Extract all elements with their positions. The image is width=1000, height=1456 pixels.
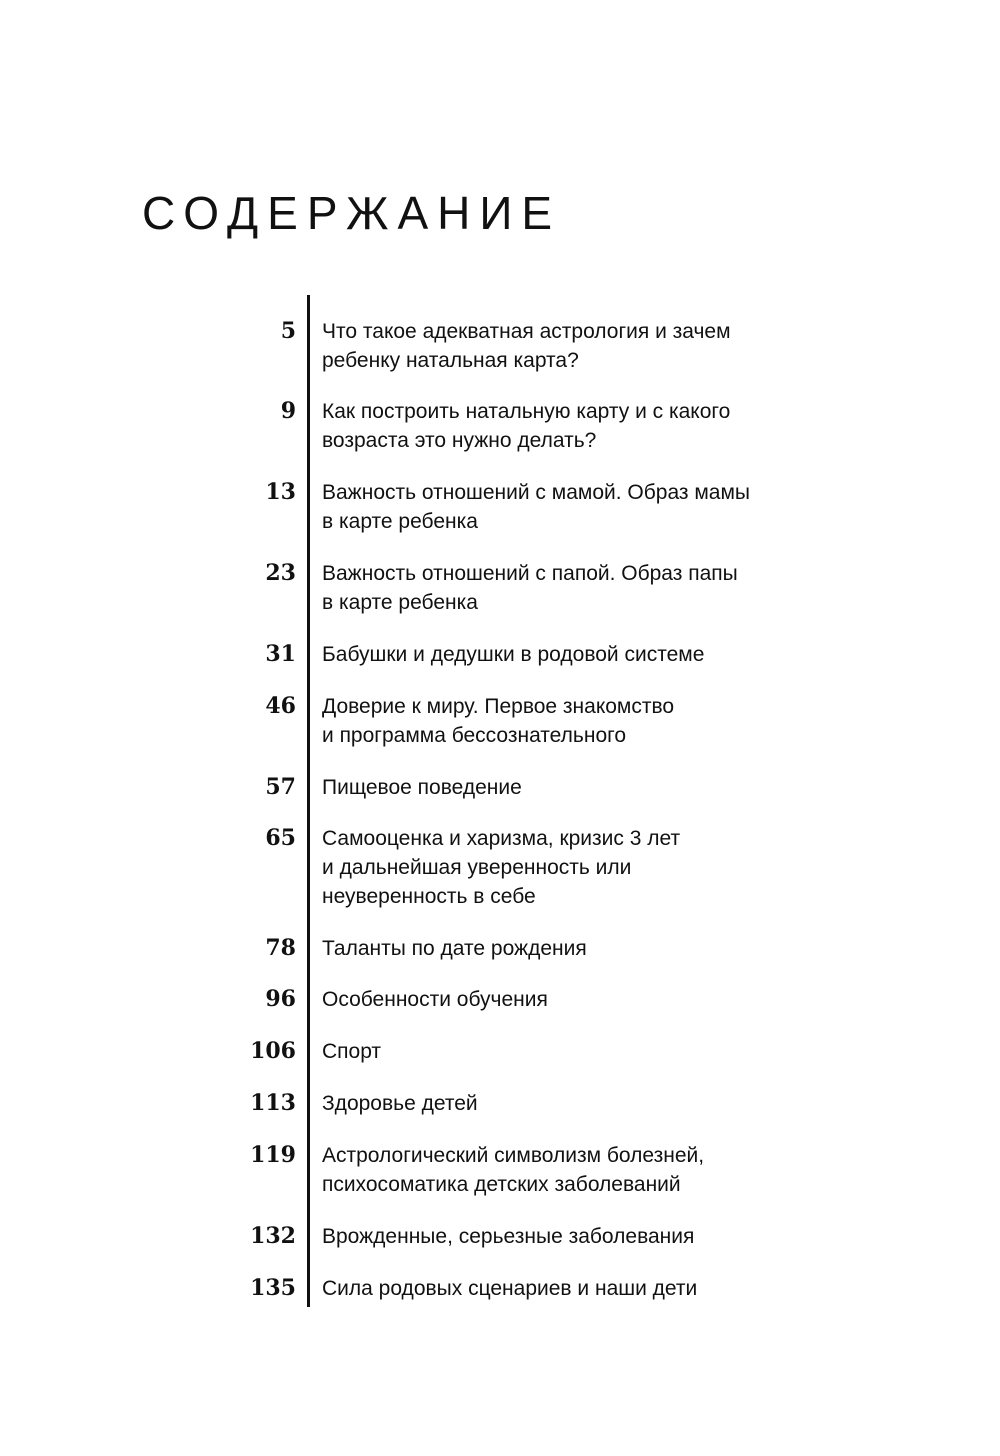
page-number: 119 xyxy=(250,1142,296,1168)
page-number: 57 xyxy=(265,774,296,800)
entry-title-line: Спорт xyxy=(322,1040,382,1063)
page-number: 132 xyxy=(250,1223,296,1249)
entry-title xyxy=(322,985,842,1014)
page-number: 113 xyxy=(250,1090,296,1116)
entry-title-line: в карте ребенка xyxy=(322,510,478,533)
entry-title-line: Бабушки и дедушки в родовой системе xyxy=(322,643,705,666)
entry-title-line: в карте ребенка xyxy=(322,591,478,614)
page-number: 96 xyxy=(265,986,296,1012)
entry-title-line: Здоровье детей xyxy=(322,1092,478,1115)
entry-title xyxy=(322,1141,842,1199)
entry-title-line: Важность отношений с мамой. Образ мамы xyxy=(322,481,750,504)
page-number: 5 xyxy=(280,318,296,344)
entry-title-line: Пищевое поведение xyxy=(322,776,522,799)
entry-title xyxy=(322,1037,842,1066)
entry-title xyxy=(322,1222,842,1251)
vertical-divider xyxy=(307,295,310,1307)
entry-title-line: Особенности обучения xyxy=(322,988,548,1011)
entry-title xyxy=(322,317,842,375)
entry-title xyxy=(322,478,842,536)
page-number: 23 xyxy=(265,560,296,586)
entry-title-line: Самооценка и харизма, кризис 3 лет xyxy=(322,827,681,850)
entry-title xyxy=(322,692,842,750)
entry-title-line: Как построить натальную карту и с какого xyxy=(322,400,731,423)
entry-title xyxy=(322,773,842,802)
page-number: 31 xyxy=(265,641,296,667)
entry-title-line: Доверие к миру. Первое знакомство xyxy=(322,695,675,718)
entry-title xyxy=(322,1274,842,1303)
page-number: 13 xyxy=(265,479,296,505)
page-number: 46 xyxy=(265,693,296,719)
entry-title-line: возраста это нужно делать? xyxy=(322,429,597,452)
page-title: СОДЕРЖАНИЕ xyxy=(142,187,562,239)
entry-title-line: и программа бессознательного xyxy=(322,724,627,747)
entry-title-line: и дальнейшая уверенность или xyxy=(322,856,632,879)
entry-title xyxy=(322,824,842,911)
entry-title xyxy=(322,397,842,455)
entry-title xyxy=(322,1089,842,1118)
entry-title-line: Важность отношений с папой. Образ папы xyxy=(322,562,738,585)
entry-title xyxy=(322,934,842,963)
page-number: 65 xyxy=(265,825,296,851)
page-number: 135 xyxy=(250,1275,296,1301)
entry-title-line: Что такое адекватная астрология и зачем xyxy=(322,320,731,343)
entry-title-line: Таланты по дате рождения xyxy=(322,937,587,960)
entry-title-line: Врожденные, серьезные заболевания xyxy=(322,1225,695,1248)
entry-title-line: Сила родовых сценариев и наши дети xyxy=(322,1277,698,1300)
entry-title-line: ребенку натальная карта? xyxy=(322,349,579,372)
entry-title-line: неуверенность в себе xyxy=(322,885,536,908)
page-number: 106 xyxy=(250,1038,296,1064)
entry-title xyxy=(322,640,842,669)
entry-title-line: Астрологический символизм болезней, xyxy=(322,1144,705,1167)
entry-title xyxy=(322,559,842,617)
entry-title-line: психосоматика детских заболеваний xyxy=(322,1173,681,1196)
page-number: 78 xyxy=(265,935,296,961)
page-number: 9 xyxy=(280,398,296,424)
